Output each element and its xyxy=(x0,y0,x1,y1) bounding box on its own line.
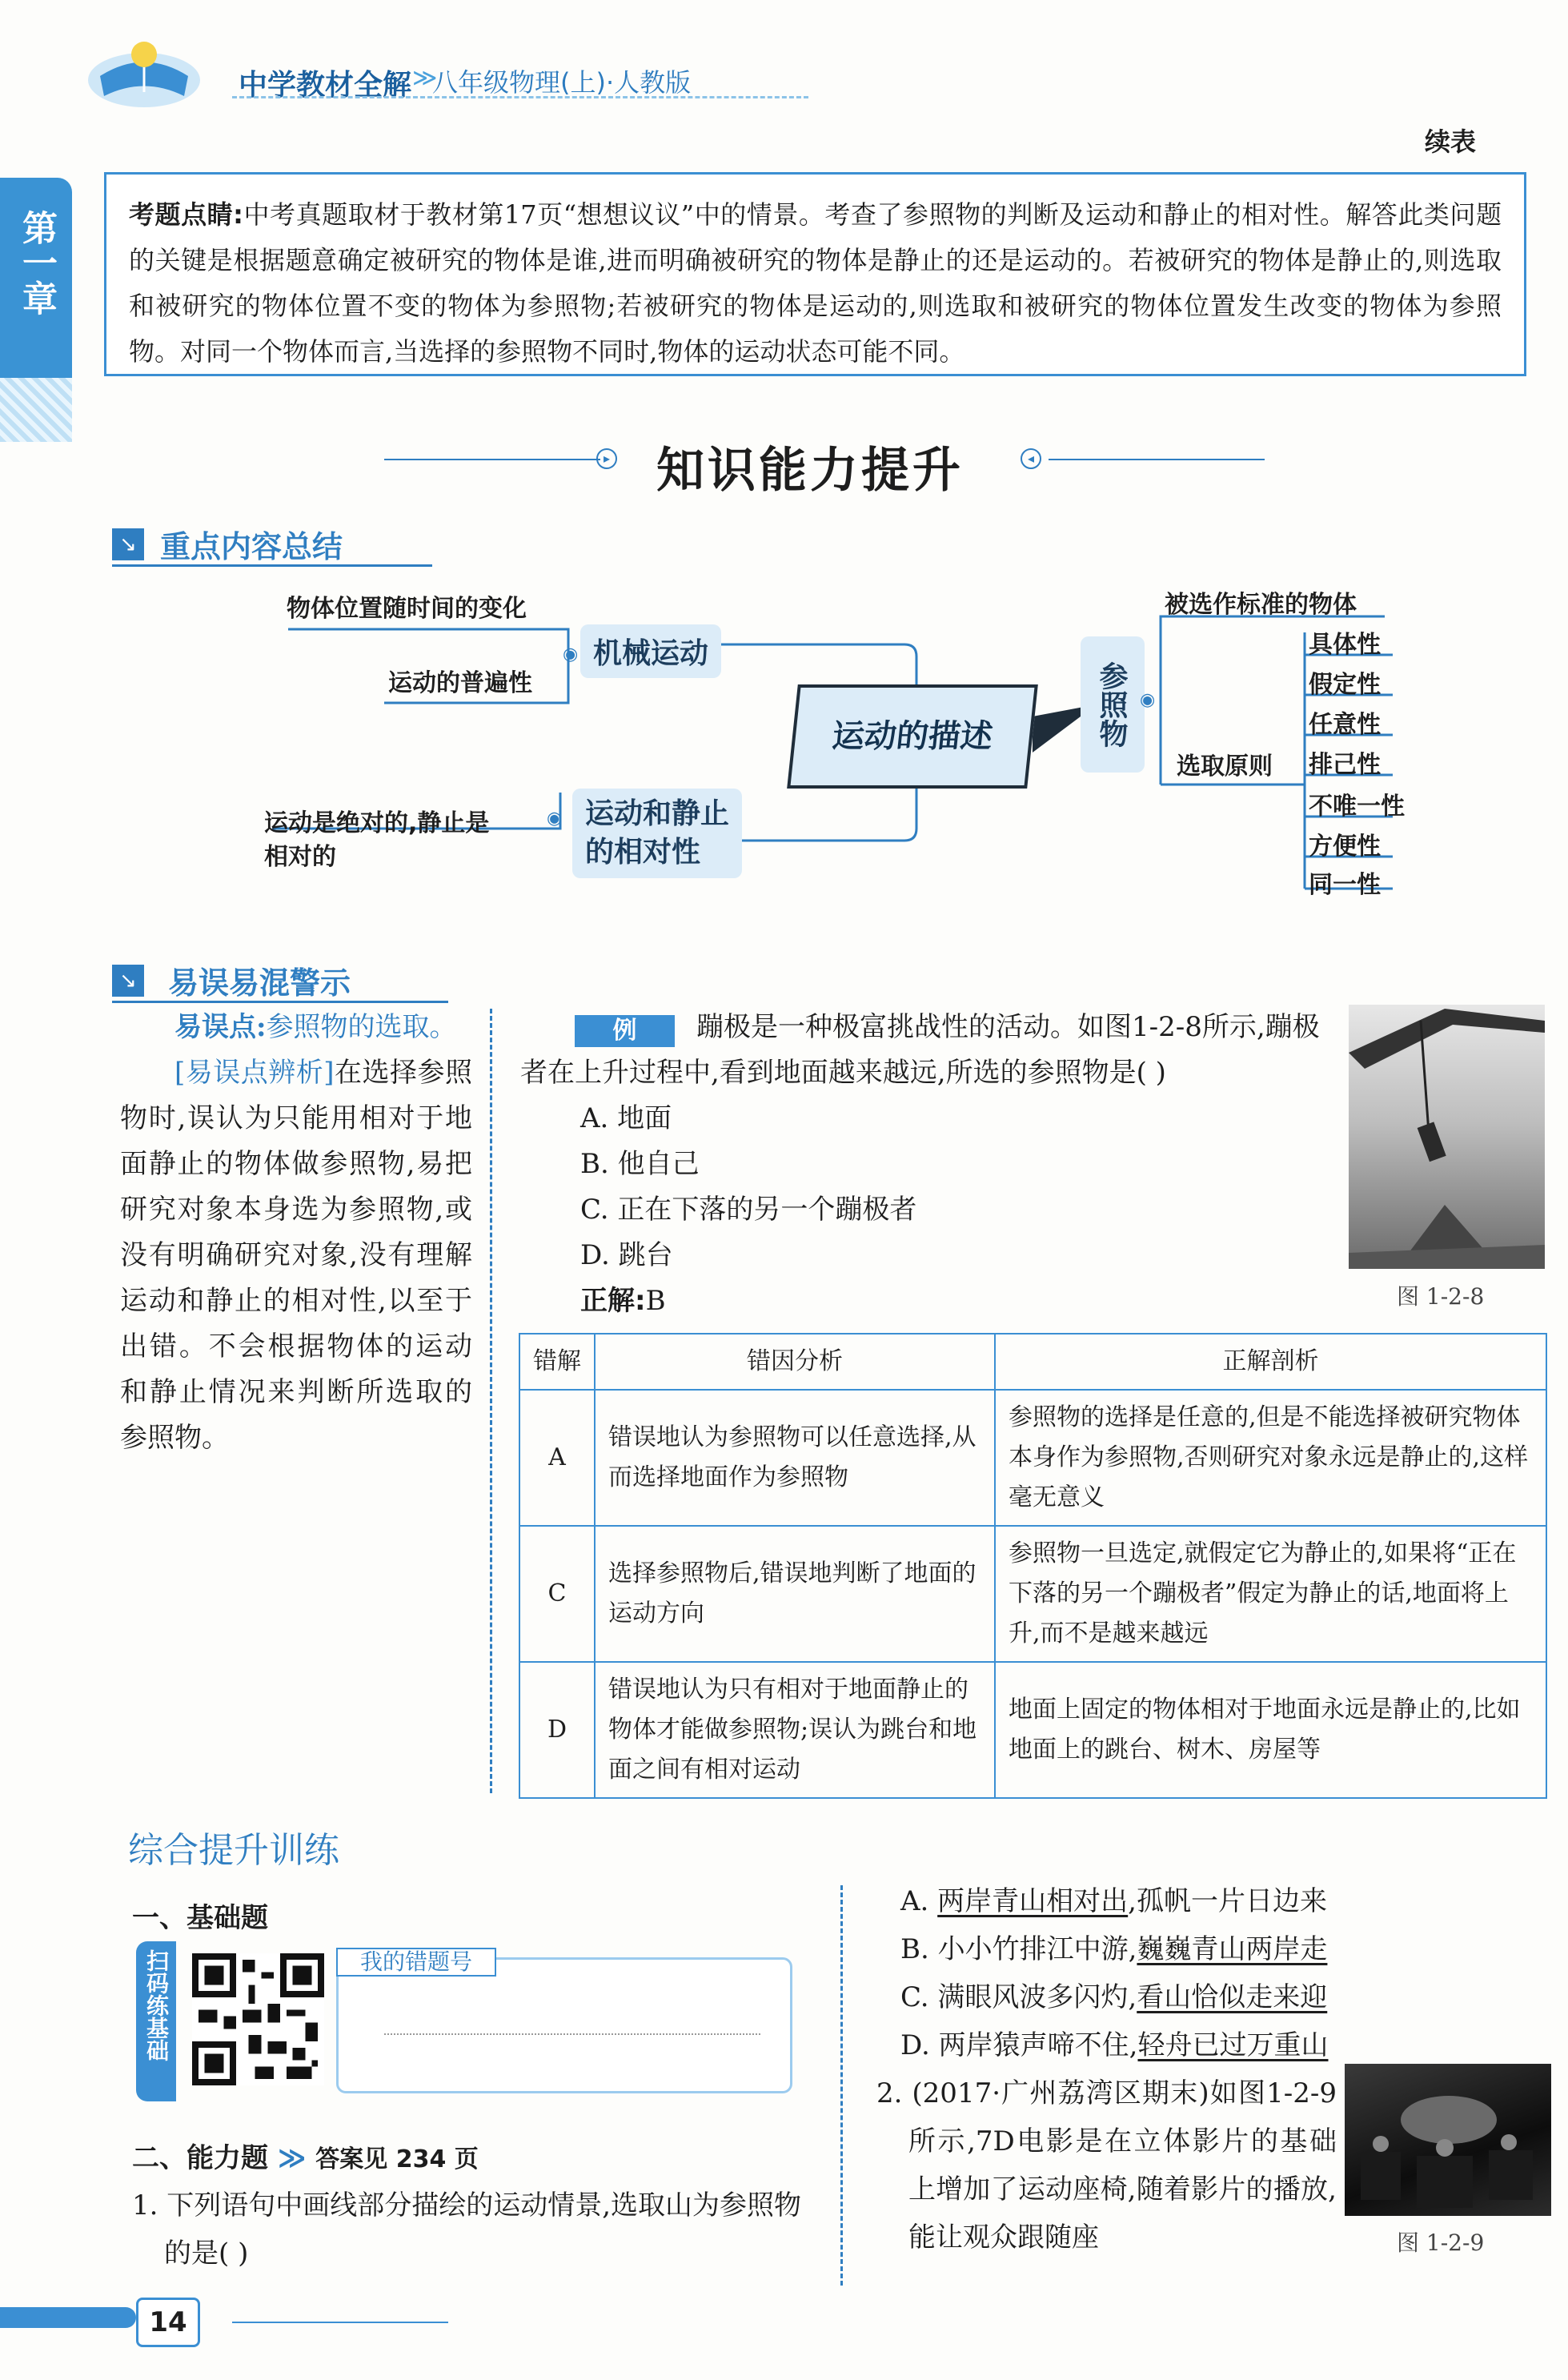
error-analysis-label: [易误点辨析] xyxy=(174,1057,335,1089)
mindmap-leaf-universality: 运动的普遍性 xyxy=(388,669,532,697)
training-title: 综合提升训练 xyxy=(128,1830,339,1871)
header-book-logo-icon xyxy=(84,32,204,112)
q1-option-underlined: 巍巍青山两岸走 xyxy=(1137,1933,1328,1965)
mindmap-principle: 同一性 xyxy=(1309,871,1381,899)
header-series-title: 中学教材全解 xyxy=(239,69,412,102)
figure-caption-1-2-8: 图 1-2-8 xyxy=(1397,1283,1485,1310)
continued-label: 续表 xyxy=(1425,126,1477,157)
error-point-label: 易误点: xyxy=(174,1011,267,1043)
my-wrong-questions-line xyxy=(384,2033,760,2035)
figure-caption-1-2-9: 图 1-2-9 xyxy=(1397,2229,1485,2256)
q1-option xyxy=(900,2021,1541,2069)
section-rule-left xyxy=(384,459,600,460)
example-option: C. 正在下落的另一个蹦极者 xyxy=(580,1194,917,1226)
q1-option xyxy=(900,1925,1541,1973)
error-point-text: 参照物的选取。 xyxy=(266,1011,457,1043)
error-heading-icon: ↘ xyxy=(112,965,144,997)
mindmap-node-relative-line2: 的相对性 xyxy=(585,836,701,869)
example-option: B. 他自己 xyxy=(580,1148,700,1180)
q1-option-underlined: 两岸青山相对出 xyxy=(937,1885,1129,1917)
header-dashed-line xyxy=(232,96,808,98)
section-title: 知识能力提升 xyxy=(656,443,964,499)
example-question-text: 蹦极是一种极富挑战性的活动。如图1-2-8所示,蹦极者在上升过程中,看到地面越来越远,所选的参照物是( ) xyxy=(520,1011,1320,1089)
figure-7d-cinema-photo xyxy=(1345,2064,1551,2216)
q1-option xyxy=(900,1877,1541,1925)
mindmap-node-mechanical-motion: 机械运动 xyxy=(580,624,721,678)
section-arrow-left-icon: ◂ xyxy=(1021,448,1041,469)
q1-option-underlined: 轻舟已过万重山 xyxy=(1137,2029,1329,2061)
table-row xyxy=(519,1526,1546,1662)
table-header: 错解 xyxy=(519,1334,595,1390)
example-option: D. 跳台 xyxy=(580,1239,673,1271)
table-header-row xyxy=(519,1334,1546,1390)
error-heading-rule xyxy=(112,1001,448,1003)
mindmap-principle: 排己性 xyxy=(1309,751,1381,779)
section-rule-right xyxy=(1049,459,1265,460)
example-answer: B xyxy=(645,1285,666,1317)
mindmap-node-relative xyxy=(572,789,742,878)
qr-tab xyxy=(136,1941,176,2101)
exam-tip-box xyxy=(104,172,1526,376)
mindmap-bullet-icon: ◉ xyxy=(1140,690,1156,710)
example-answer-label: 正解: xyxy=(580,1285,646,1317)
question-1: 1. 下列语句中画线部分描绘的运动情景,选取山为参照物的是( ) xyxy=(132,2189,802,2270)
mindmap-leaf-position-change: 物体位置随时间的变化 xyxy=(287,595,527,623)
mindmap-leaf-principles: 选取原则 xyxy=(1177,753,1273,781)
mindmap-bullet-icon: ◉ xyxy=(563,644,579,664)
figure-bungee-photo xyxy=(1349,1005,1545,1269)
summary-heading: 重点内容总结 xyxy=(160,529,343,564)
mindmap-bullet-icon: ◉ xyxy=(547,809,563,829)
table-cell-fix: 地面上固定的物体相对于地面永远是静止的,比如地面上的跳台、树木、房屋等 xyxy=(995,1662,1546,1798)
q1-option xyxy=(900,1973,1541,2021)
summary-heading-rule xyxy=(112,564,432,567)
example-badge: 例 xyxy=(575,1015,675,1047)
qr-tab-label: 扫码练基础 xyxy=(143,1949,170,2061)
question-1-options xyxy=(900,1877,1541,2069)
error-analysis-text: 在选择参照物时,误认为只能用相对于地面静止的物体做参照物,易把研究对象本身选为参照物,或没有明确研究对象,没有理解运动和静止的相对性,以至于出错。不会根据物体的运动和静止情况来判断所选取的参照物。 xyxy=(120,1057,473,1454)
page-number: 14 xyxy=(136,2298,200,2347)
mindmap-leaf-absolute-line1: 运动是绝对的,静止是 xyxy=(264,809,490,837)
header-subtitle: 八年级物理(上)·人教版 xyxy=(432,67,692,98)
footer-rule xyxy=(232,2322,448,2323)
ability-heading-label: 二、能力题 xyxy=(132,2142,268,2174)
ability-heading xyxy=(132,2136,479,2175)
section-arrow-right-icon: ▸ xyxy=(596,448,617,469)
my-wrong-questions-label: 我的错题号 xyxy=(336,1948,496,1977)
chapter-tab-label: 第一章 xyxy=(16,210,57,315)
exam-tip-label: 考题点睛: xyxy=(129,199,243,230)
table-cell-option: D xyxy=(519,1662,595,1798)
footer-bar xyxy=(0,2307,136,2328)
mindmap-principle: 假定性 xyxy=(1309,671,1381,699)
header-chevron-icon: ≫ xyxy=(412,64,438,92)
basic-heading: 一、基础题 xyxy=(132,1902,268,1934)
table-row xyxy=(519,1390,1546,1526)
question-2: 2. (2017·广州荔湾区期末)如图1-2-9所示,7D电影是在立体影片的基础上增加了运动座椅,随着影片的播放,能让观众跟随座 xyxy=(876,2077,1337,2254)
example-option: A. 地面 xyxy=(580,1102,672,1134)
table-cell-fix: 参照物的选择是任意的,但是不能选择被研究物体本身作为参照物,否则研究对象永远是静止的,这样毫无意义 xyxy=(995,1390,1546,1526)
table-header: 错因分析 xyxy=(595,1334,995,1390)
table-cell-cause: 错误地认为参照物可以任意选择,从而选择地面作为参照物 xyxy=(595,1390,995,1526)
q1-option-underlined: 看山恰似走来迎 xyxy=(1137,1981,1328,2013)
chapter-tab xyxy=(0,178,72,378)
table-cell-option: A xyxy=(519,1390,595,1526)
table-header: 正解剖析 xyxy=(995,1334,1546,1390)
q1-option-rest: ,孤帆一片日边来 xyxy=(1128,1885,1327,1917)
mindmap-principle: 具体性 xyxy=(1309,631,1381,659)
q1-option-text: C. 满眼风波多闪灼, xyxy=(900,1981,1137,2013)
error-table xyxy=(519,1333,1547,1799)
q1-option-text: D. 两岸猿声啼不住, xyxy=(900,2029,1138,2061)
q1-option-text: B. 小小竹排江中游, xyxy=(900,1933,1137,1965)
error-heading: 易误易混警示 xyxy=(168,965,351,1001)
mindmap-leaf-absolute-motion xyxy=(264,807,489,874)
answer-reference: 答案见 234 页 xyxy=(315,2145,479,2173)
table-row xyxy=(519,1662,1546,1798)
q1-option-text: A. xyxy=(900,1885,938,1917)
table-cell-cause: 错误地认为只有相对于地面静止的物体才能做参照物;误认为跳台和地面之间有相对运动 xyxy=(595,1662,995,1798)
mindmap-leaf-reference-definition: 被选作标准的物体 xyxy=(1165,591,1357,619)
error-divider xyxy=(490,1009,492,1793)
mindmap-leaf-absolute-line2: 相对的 xyxy=(264,843,336,871)
my-wrong-questions-box[interactable] xyxy=(336,1957,792,2093)
mindmap-principle: 不唯一性 xyxy=(1309,793,1405,821)
bottom-divider xyxy=(840,1885,843,2286)
qr-code-icon[interactable] xyxy=(192,1953,324,2085)
example-question xyxy=(520,1005,1353,1324)
chapter-tab-stripes xyxy=(0,378,72,442)
table-cell-option: C xyxy=(519,1526,595,1662)
ability-chevron-icon: ≫ xyxy=(277,2142,307,2174)
table-cell-fix: 参照物一旦选定,就假定它为静止的,如果将“正在下落的另一个蹦极者”假定为静止的话,地面将上升,而不是越来越远 xyxy=(995,1526,1546,1662)
mindmap-center-node: 运动的描述 xyxy=(787,684,1038,789)
table-cell-cause: 选择参照物后,错误地判断了地面的运动方向 xyxy=(595,1526,995,1662)
mindmap-node-reference: 参照物 xyxy=(1081,636,1145,773)
exam-tip-text: 中考真题取材于教材第17页“想想议议”中的情景。考查了参照物的判断及运动和静止的相对性。解答此类问题的关键是根据题意确定被研究的物体是谁,进而明确被研究的物体是静止的还是运动的。若被研究的物体是静止的,则选取和被研究的物体位置不变的物体为参照物;若被研究的物体是运动的,则选取和被研究的物体位置发生改变的物体为参照物。对同一个物体而言,当选择的参照物不同时,物体的运动状态可能不同。 xyxy=(129,199,1502,367)
mindmap-node-relative-line1: 运动和静止 xyxy=(585,797,730,830)
error-point-panel xyxy=(120,1005,472,1461)
summary-heading-icon: ↘ xyxy=(112,528,144,560)
mindmap-principle: 任意性 xyxy=(1309,711,1381,739)
mindmap-principle: 方便性 xyxy=(1309,833,1381,861)
